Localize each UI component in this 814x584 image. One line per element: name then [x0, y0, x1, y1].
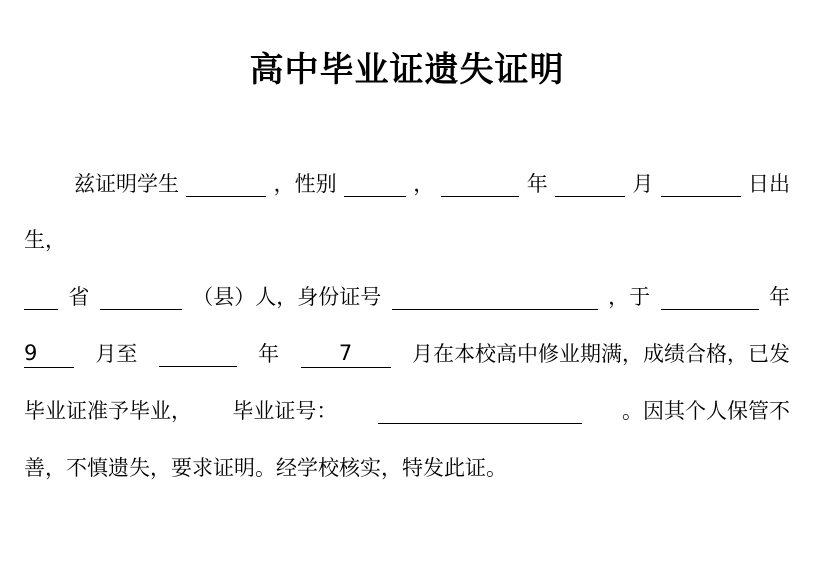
blank-student-name: [186, 171, 266, 197]
text-closing: 善，不慎遗失，要求证明。经学校核实，特发此证。: [24, 456, 507, 480]
document-title: 高中毕业证遗失证明: [249, 50, 565, 90]
paragraph-line-1: [74, 164, 790, 204]
text-year-3: 年: [258, 342, 280, 366]
text-born: 生，: [24, 228, 66, 252]
paragraph-line-2: [24, 220, 790, 260]
blank-birth-month: [555, 171, 625, 197]
text-completed: 月在本校高中修业期满，成绩合格，已发: [411, 342, 790, 366]
text-month: 月: [632, 172, 654, 196]
blank-county: [100, 284, 182, 310]
paragraph-line-5: [24, 391, 790, 431]
text-certify-student: 兹证明学生: [74, 172, 179, 196]
paragraph-line-6: [24, 448, 790, 488]
blank-id-number: [392, 284, 598, 310]
blank-birth-day: [661, 171, 741, 197]
blank-province: [24, 284, 58, 310]
value-grad-month: 7: [301, 340, 391, 368]
text-cert-number: 毕业证号：: [232, 399, 338, 423]
text-province: 省: [68, 285, 90, 309]
value-enroll-month: 9: [24, 340, 74, 368]
text-month-to: 月至: [95, 342, 138, 366]
text-county-id: （县）人，身份证号: [192, 285, 382, 309]
text-gender: ，性别: [273, 172, 337, 196]
text-day-born: 日出: [747, 172, 790, 196]
blank-enroll-year: [661, 284, 759, 310]
paragraph-line-3: [24, 277, 790, 317]
blank-cert-number: [378, 398, 582, 424]
blank-grad-year: [159, 341, 237, 367]
paragraph-line-4: [24, 334, 790, 374]
text-at: ，于: [608, 285, 651, 309]
blank-gender: [344, 171, 406, 197]
blank-birth-year: [441, 171, 519, 197]
text-year: 年: [526, 172, 548, 196]
text-comma: ，: [413, 172, 435, 196]
text-year-2: 年: [768, 285, 790, 309]
text-due-to: 。因其个人保管不: [621, 399, 790, 423]
text-graduate: 毕业证准予毕业，: [24, 399, 192, 423]
